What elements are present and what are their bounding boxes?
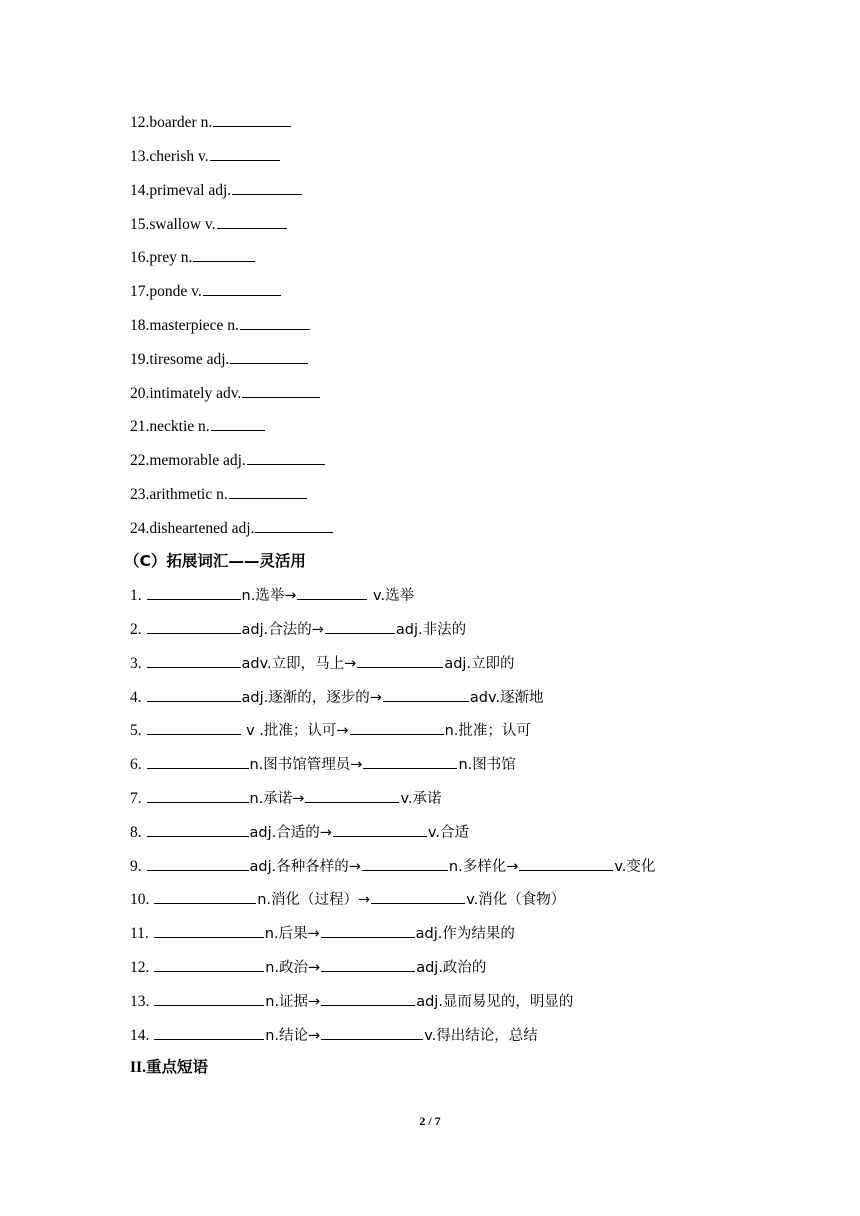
section-ii-heading: II.重点短语 <box>130 1059 208 1076</box>
answer-blank[interactable] <box>147 822 249 837</box>
expand-item: 6. n.图书馆管理员→ n.图书馆 <box>130 756 516 773</box>
answer-blank[interactable] <box>217 214 287 229</box>
expand-item: 12. n.政治→ adj.政治的 <box>130 959 487 976</box>
answer-blank[interactable] <box>305 788 399 803</box>
expand-item: 2. adj.合法的→ adj.非法的 <box>130 621 467 638</box>
vocab-item: 15.swallow v. <box>130 214 288 235</box>
expand-item: 10. n.消化（过程）→ v.消化（食物） <box>130 891 566 908</box>
answer-blank[interactable] <box>213 112 291 127</box>
answer-blank[interactable] <box>147 619 241 634</box>
answer-blank[interactable] <box>240 315 310 330</box>
answer-blank[interactable] <box>519 856 613 871</box>
page-number: 2 / 7 <box>419 1114 441 1128</box>
answer-blank[interactable] <box>247 450 325 465</box>
vocab-item: 23.arithmetic n. <box>130 484 308 505</box>
answer-blank[interactable] <box>147 585 241 600</box>
answer-blank[interactable] <box>363 754 457 769</box>
answer-blank[interactable] <box>154 889 256 904</box>
answer-blank[interactable] <box>147 720 241 735</box>
answer-blank[interactable] <box>229 484 307 499</box>
answer-blank[interactable] <box>350 720 444 735</box>
vocab-item: 12.boarder n. <box>130 112 292 133</box>
vocab-item: 22.memorable adj. <box>130 450 326 471</box>
vocab-item: 21.necktie n. <box>130 416 266 437</box>
answer-blank[interactable] <box>333 822 427 837</box>
vocab-item: 14.primeval adj. <box>130 180 303 201</box>
vocab-item: 18.masterpiece n. <box>130 315 311 336</box>
expand-item: 8. adj.合适的→ v.合适 <box>130 824 469 841</box>
answer-blank[interactable] <box>210 146 280 161</box>
vocab-item: 24.disheartened adj. <box>130 518 334 539</box>
answer-blank[interactable] <box>297 585 367 600</box>
answer-blank[interactable] <box>321 923 415 938</box>
answer-blank[interactable] <box>230 349 308 364</box>
section-c-heading: （C）拓展词汇——灵活用 <box>124 552 306 570</box>
answer-blank[interactable] <box>362 856 448 871</box>
answer-blank[interactable] <box>147 687 241 702</box>
answer-blank[interactable] <box>147 754 249 769</box>
answer-blank[interactable] <box>147 856 249 871</box>
answer-blank[interactable] <box>321 1025 423 1040</box>
expand-item: 5. v .批准；认可→ n.批准；认可 <box>130 722 531 739</box>
expand-item: 13. n.证据→ adj.显而易见的，明显的 <box>130 993 574 1010</box>
answer-blank[interactable] <box>383 687 469 702</box>
answer-blank[interactable] <box>154 957 264 972</box>
expand-item: 4. adj.逐渐的，逐步的→ adv.逐渐地 <box>130 689 544 706</box>
vocab-item: 20.intimately adv. <box>130 383 321 404</box>
answer-blank[interactable] <box>232 180 302 195</box>
answer-blank[interactable] <box>154 991 264 1006</box>
answer-blank[interactable] <box>371 889 465 904</box>
answer-blank[interactable] <box>193 247 255 262</box>
answer-blank[interactable] <box>203 281 281 296</box>
expand-item: 7. n.承诺→ v.承诺 <box>130 790 442 807</box>
expand-item: 14. n.结论→ v.得出结论，总结 <box>130 1027 538 1044</box>
vocab-item: 19.tiresome adj. <box>130 349 309 370</box>
answer-blank[interactable] <box>321 957 415 972</box>
vocab-item: 13.cherish v. <box>130 146 281 167</box>
expand-item: 3. adv.立即，马上→ adj.立即的 <box>130 655 515 672</box>
answer-blank[interactable] <box>154 1025 264 1040</box>
expand-item: 1. n.选举→ v.选举 <box>130 587 415 604</box>
expand-item: 9. adj.各种各样的→ n.多样化→ v.变化 <box>130 858 656 875</box>
answer-blank[interactable] <box>357 653 443 668</box>
answer-blank[interactable] <box>147 653 241 668</box>
vocab-item: 17.ponde v. <box>130 281 282 302</box>
answer-blank[interactable] <box>154 923 264 938</box>
vocab-item: 16.prey n. <box>130 247 256 268</box>
expand-item: 11. n.后果→ adj.作为结果的 <box>130 925 515 942</box>
answer-blank[interactable] <box>211 416 265 431</box>
answer-blank[interactable] <box>255 518 333 533</box>
answer-blank[interactable] <box>325 619 395 634</box>
answer-blank[interactable] <box>242 383 320 398</box>
answer-blank[interactable] <box>147 788 249 803</box>
answer-blank[interactable] <box>321 991 415 1006</box>
